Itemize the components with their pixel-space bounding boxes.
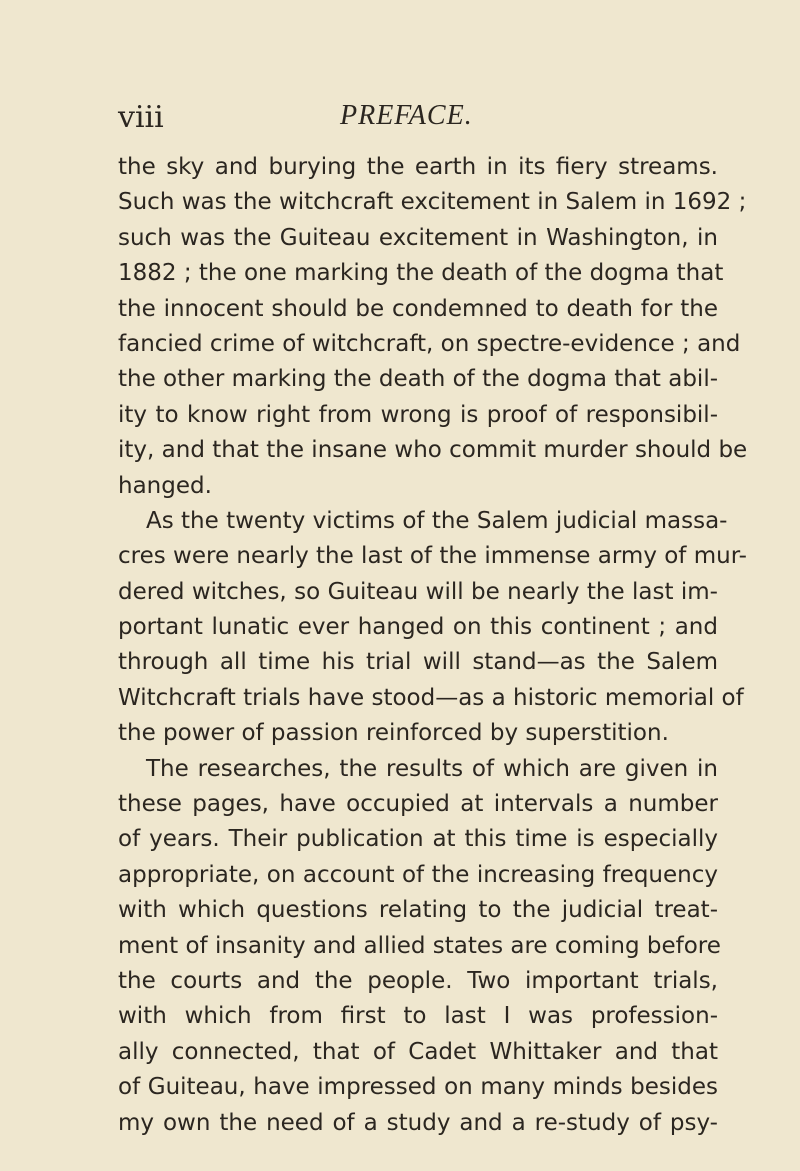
text-line: the courts and the people. Two important trials,	[118, 967, 718, 994]
text-line: of Guiteau, have impressed on many minds besides	[118, 1074, 718, 1101]
paragraph-start-line: As the twenty victims of the Salem judicial massa-	[146, 507, 728, 534]
text-line: hanged.	[118, 472, 212, 499]
text-line: through all time his trial will stand—as the Salem	[118, 649, 718, 676]
text-line: the sky and burying the earth in its fiery streams.	[118, 154, 718, 180]
text-line: ity, and that the insane who commit murder should be	[118, 437, 748, 464]
paragraph-start-line: The researches, the results of which are given in	[146, 755, 718, 782]
text-line: ally connected, that of Cadet Whittaker and that	[118, 1038, 718, 1065]
text-line: of years. Their publication at this time is especially	[118, 826, 718, 853]
text-line: my own the need of a study and a re-study of psy-	[118, 1109, 718, 1136]
text-line: with which questions relating to the judicial treat-	[118, 897, 718, 924]
text-line: the power of passion reinforced by superstition.	[118, 720, 669, 747]
text-line: these pages, have occupied at intervals a number	[118, 791, 718, 818]
text-line: 1882 ; the one marking the death of the dogma that	[118, 260, 724, 287]
text-line: Such was the witchcraft excitement in Salem in 1692 ;	[118, 189, 747, 216]
running-head: PREFACE.	[340, 100, 473, 131]
text-line: ity to know right from wrong is proof of responsibil-	[118, 401, 718, 428]
text-line: fancied crime of witchcraft, on spectre-evidence ; and	[118, 330, 741, 357]
text-line: the other marking the death of the dogma that abil-	[118, 366, 719, 393]
text-line: the innocent should be condemned to death for the	[118, 295, 718, 322]
text-line: appropriate, on account of the increasing frequency	[118, 861, 718, 888]
text-line: Witchcraft trials have stood—as a historic memorial of	[118, 684, 744, 711]
text-line: portant lunatic ever hanged on this continent ; and	[118, 614, 718, 641]
body-text	[118, 150, 748, 1141]
text-line: dered witches, so Guiteau will be nearly the last im-	[118, 578, 718, 605]
page-number: viii	[118, 100, 164, 135]
text-line: with which from first to last I was profession-	[118, 1003, 718, 1030]
page-header	[118, 100, 718, 140]
text-line: ment of insanity and allied states are coming before	[118, 932, 721, 959]
text-line: such was the Guiteau excitement in Washington, in	[118, 224, 718, 251]
text-line: cres were nearly the last of the immense army of mur-	[118, 543, 747, 570]
